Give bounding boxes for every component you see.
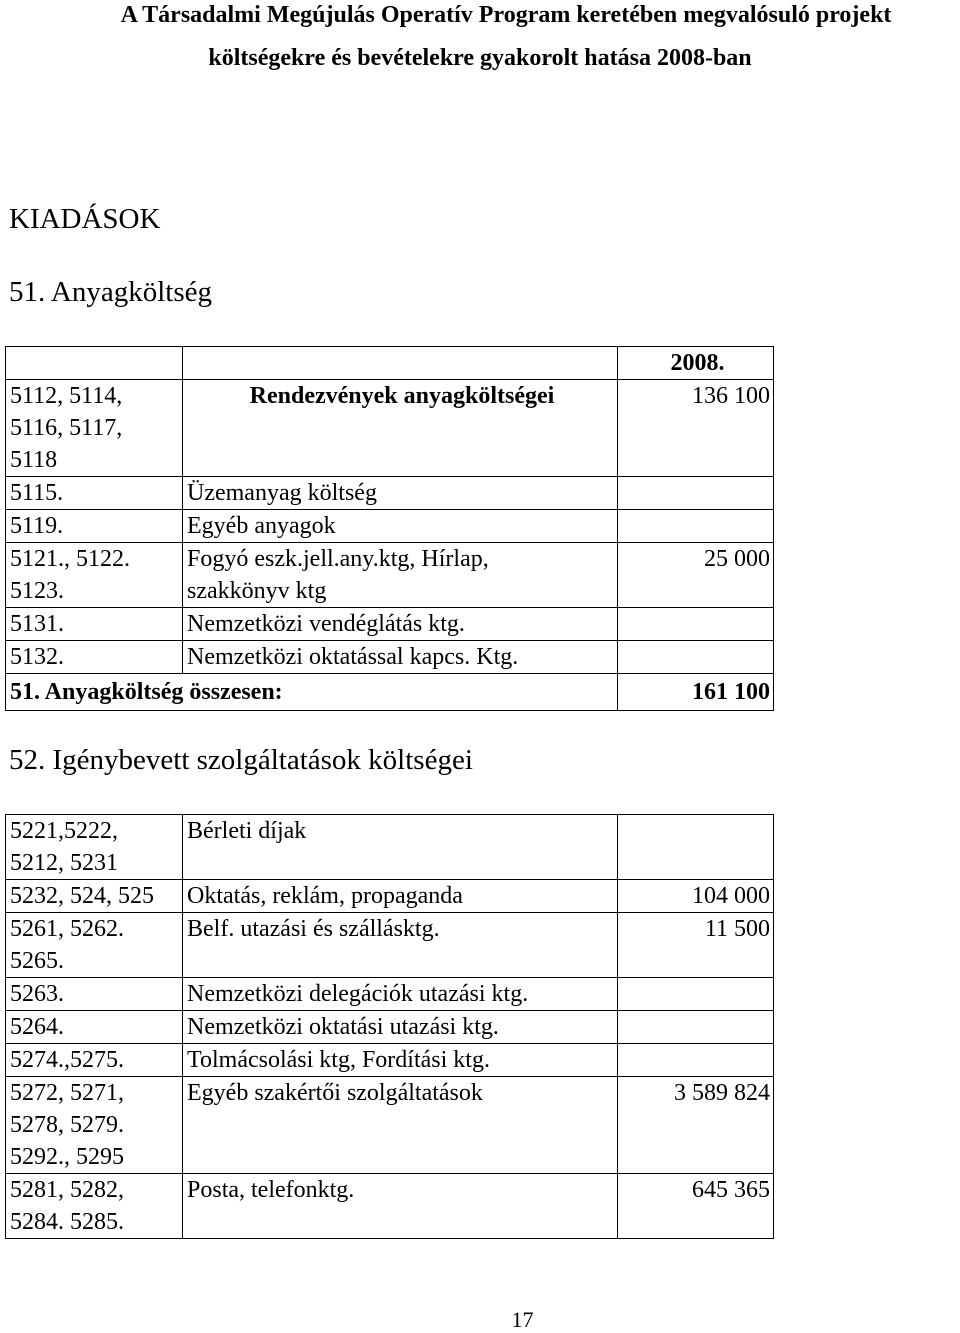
label-cell: Posta, telefonktg. (183, 1174, 618, 1239)
code-cell: 5115. (6, 477, 183, 510)
code-cell (6, 913, 183, 978)
code-cell: 5119. (6, 510, 183, 543)
code-cell (6, 347, 183, 380)
code-cell: 5132. (6, 641, 183, 674)
label-cell: Bérleti díjak (183, 815, 618, 880)
amount-cell (618, 1044, 774, 1077)
section-heading-52: 52. Igénybevett szolgáltatások költségei (9, 744, 473, 776)
code-text: 5221,5222, 5212, 5231 (10, 818, 118, 876)
amount-cell: 136 100 (618, 380, 774, 477)
label-cell (183, 347, 618, 380)
year-header: 2008. (618, 347, 774, 380)
table-row (6, 978, 774, 1011)
table-row (6, 641, 774, 674)
table-row (6, 815, 774, 880)
code-cell (6, 1174, 183, 1239)
table-row (6, 913, 774, 978)
label-cell: Üzemanyag költség (183, 477, 618, 510)
label-cell: Nemzetközi delegációk utazási ktg. (183, 978, 618, 1011)
table-row (6, 510, 774, 543)
code-cell: 5274.,5275. (6, 1044, 183, 1077)
szolgaltatasok-table (5, 814, 774, 1239)
amount-cell (618, 978, 774, 1011)
label-cell: Nemzetközi oktatással kapcs. Ktg. (183, 641, 618, 674)
amount-cell (618, 815, 774, 880)
table-row (6, 1174, 774, 1239)
code-text: 5112, 5114, 5116, 5117, 5118 (10, 383, 123, 473)
table-row (6, 1077, 774, 1174)
amount-cell: 3 589 824 (618, 1077, 774, 1174)
table-row (6, 880, 774, 913)
amount-cell (618, 510, 774, 543)
amount-cell: 25 000 (618, 543, 774, 608)
table-row (6, 380, 774, 477)
code-text: 5281, 5282, 5284. 5285. (10, 1177, 124, 1235)
code-cell: 5232, 524, 525 (6, 880, 183, 913)
table-row (6, 1011, 774, 1044)
label-cell: Nemzetközi oktatási utazási ktg. (183, 1011, 618, 1044)
code-cell (6, 543, 183, 608)
amount-cell (618, 1011, 774, 1044)
label-cell: Egyéb szakértői szolgáltatások (183, 1077, 618, 1174)
label-cell: Rendezvények anyagköltségei (183, 380, 618, 477)
code-cell: 5131. (6, 608, 183, 641)
amount-cell (618, 641, 774, 674)
section-heading-kiadasok: KIADÁSOK (9, 203, 161, 235)
amount-cell (618, 477, 774, 510)
label-cell: Tolmácsolási ktg, Fordítási ktg. (183, 1044, 618, 1077)
code-cell: 5264. (6, 1011, 183, 1044)
document-title-line-1: A Társadalmi Megújulás Operatív Program keretében megvalósuló projekt (120, 2, 892, 28)
total-row (6, 674, 774, 711)
label-cell: Nemzetközi vendéglátás ktg. (183, 608, 618, 641)
table-row (6, 543, 774, 608)
table-row (6, 347, 774, 380)
section-heading-51: 51. Anyagköltség (9, 276, 212, 308)
code-cell (6, 815, 183, 880)
code-text: 5272, 5271, 5278, 5279. 5292., 5295 (10, 1080, 124, 1170)
table-row (6, 1044, 774, 1077)
label-cell: Egyéb anyagok (183, 510, 618, 543)
table-row (6, 608, 774, 641)
label-text: Fogyó eszk.jell.any.ktg, Hírlap, szakkönyv ktg (187, 546, 489, 604)
total-label: 51. Anyagköltség összesen: (6, 674, 618, 711)
document-title-line-2: költségekre és bevételekre gyakorolt hatása 2008-ban (208, 45, 752, 71)
total-amount: 161 100 (618, 674, 774, 711)
label-cell: Oktatás, reklám, propaganda (183, 880, 618, 913)
page-number: 17 (511, 1307, 534, 1332)
anyagkoltseg-table (5, 346, 774, 711)
amount-cell (618, 608, 774, 641)
amount-cell: 11 500 (618, 913, 774, 978)
label-cell (183, 543, 618, 608)
label-cell: Belf. utazási és szállásktg. (183, 913, 618, 978)
code-cell (6, 380, 183, 477)
table-row (6, 477, 774, 510)
code-text: 5261, 5262. 5265. (10, 916, 124, 974)
code-text: 5121., 5122. 5123. (10, 546, 130, 604)
amount-cell: 645 365 (618, 1174, 774, 1239)
amount-cell: 104 000 (618, 880, 774, 913)
code-cell: 5263. (6, 978, 183, 1011)
code-cell (6, 1077, 183, 1174)
